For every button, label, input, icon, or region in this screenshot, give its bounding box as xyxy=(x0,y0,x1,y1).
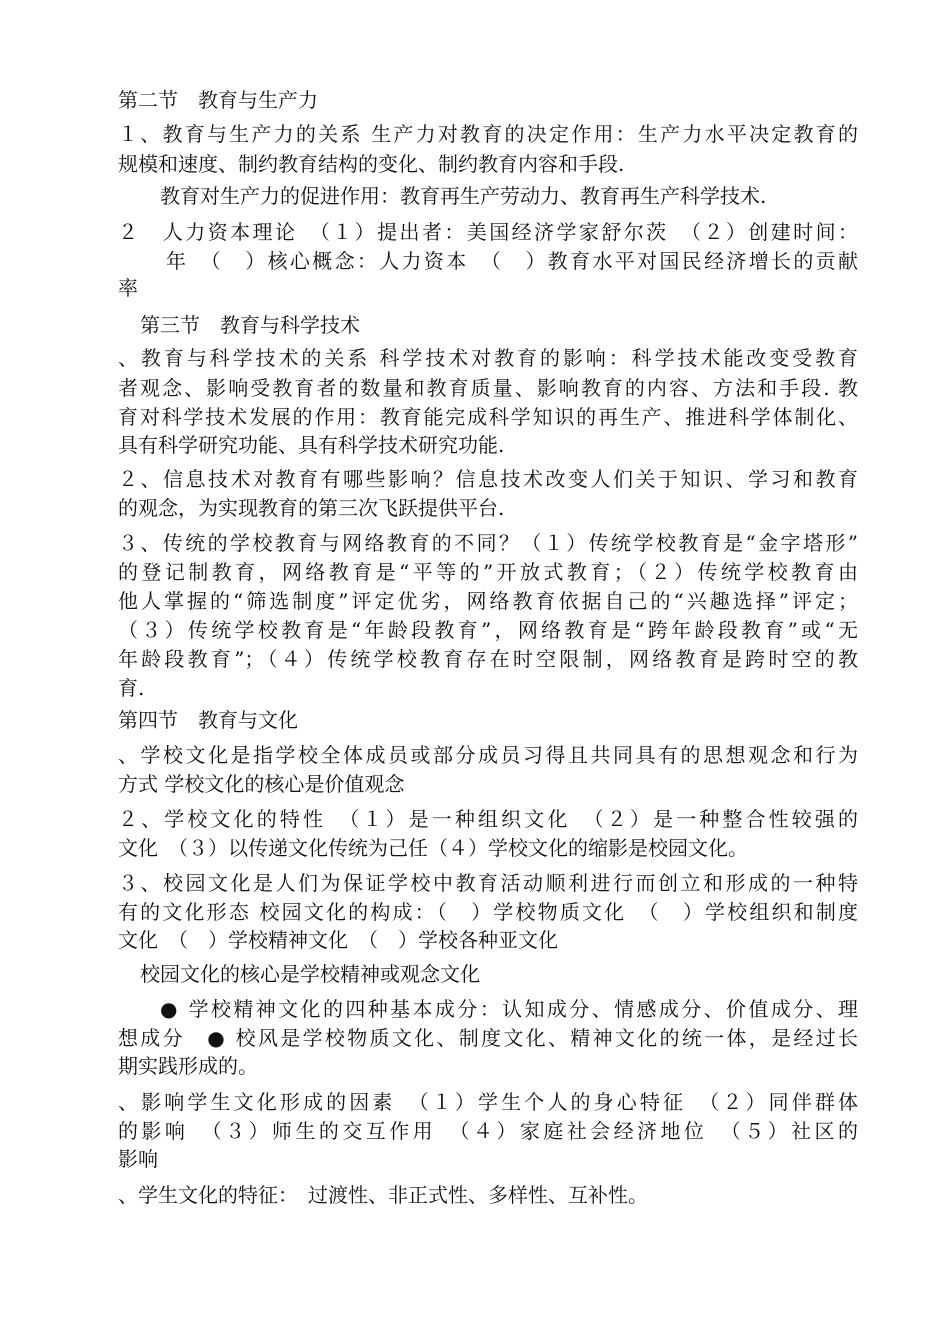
paragraph-line: 、学生文化的特征： 过渡性、非正式性、多样性、互补性。 xyxy=(118,1183,648,1207)
bullet-line: ● 学校精神文化的四种基本成分：认知成分、情感成分、价值成分、理 xyxy=(160,997,858,1021)
paragraph-line: ２、信息技术对教育有哪些影响？信息技术改变人们关于知识、学习和教育 xyxy=(118,467,858,491)
paragraph-line: 率 xyxy=(118,276,138,300)
section-heading-2: 第二节 教育与生产力 xyxy=(118,88,318,112)
paragraph-line: 的影响 （３）师生的交互作用 （４）家庭社会经济地位 （５）社区的 xyxy=(118,1119,858,1143)
paragraph-line: 方式 学校文化的核心是价值观念 xyxy=(118,772,405,796)
paragraph-line: 育. xyxy=(118,676,145,700)
paragraph-line: 影响 xyxy=(118,1147,158,1171)
paragraph-line: 年 （ ）核心概念：人力资本 （ ）教育水平对国民经济增长的贡献 xyxy=(166,249,858,273)
paragraph-line: 期实践形成的。 xyxy=(118,1054,258,1078)
paragraph-line: （３）传统学校教育是“年龄段教育”，网络教育是“跨年龄段教育”或“无 xyxy=(118,618,858,642)
paragraph-line: ２、学校文化的特性 （１）是一种组织文化 （２）是一种整合性较强的 xyxy=(118,807,858,831)
section-heading-3: 第三节 教育与科学技术 xyxy=(140,313,360,337)
paragraph-line: 教育对生产力的促进作用：教育再生产劳动力、教育再生产科学技术. xyxy=(160,184,767,208)
paragraph-line: 有的文化形态 校园文化的构成：（ ）学校物质文化 （ ）学校组织和制度 xyxy=(118,900,858,924)
paragraph-line: 具有科学研究功能、具有科学技术研究功能. xyxy=(118,433,505,457)
paragraph-line: 的观念，为实现教育的第三次飞跃提供平台. xyxy=(118,496,505,520)
paragraph-line: ３、传统的学校教育与网络教育的不同？（１）传统学校教育是“金字塔形” xyxy=(118,531,858,555)
paragraph-line: 校园文化的核心是学校精神或观念文化 xyxy=(140,962,480,986)
paragraph-line: 的登记制教育，网络教育是“平等的”开放式教育；（２）传统学校教育由 xyxy=(118,560,858,584)
paragraph-line: 者观念、影响受教育者的数量和教育质量、影响教育的内容、方法和手段. 教 xyxy=(118,376,858,400)
bullet-line: 想成分 ● 校风是学校物质文化、制度文化、精神文化的统一体，是经过长 xyxy=(118,1026,858,1050)
paragraph-line: 文化 （ ）学校精神文化 （ ）学校各种亚文化 xyxy=(118,928,558,952)
paragraph-line: 育对科学技术发展的作用：教育能完成科学知识的再生产、推进科学体制化、 xyxy=(118,405,858,429)
paragraph-line: ２ 人力资本理论 （１）提出者：美国经济学家舒尔茨 （２）创建时间： xyxy=(118,220,858,244)
paragraph-line: 、教育与科学技术的关系 科学技术对教育的影响：科学技术能改变受教育 xyxy=(118,346,858,370)
paragraph-line: ３、校园文化是人们为保证学校中教育活动顺利进行而创立和形成的一种特 xyxy=(118,871,858,895)
paragraph-line: 、影响学生文化形成的因素 （１）学生个人的身心特征 （２）同伴群体 xyxy=(118,1090,858,1114)
paragraph-line: １、教育与生产力的关系 生产力对教育的决定作用：生产力水平决定教育的 xyxy=(118,122,858,146)
paragraph-line: 文化 （３）以传递文化传统为己任（４）学校文化的缩影是校园文化。 xyxy=(118,836,748,860)
paragraph-line: 、学校文化是指学校全体成员或部分成员习得且共同具有的思想观念和行为 xyxy=(118,743,858,767)
paragraph-line: 规模和速度、制约教育结构的变化、制约教育内容和手段. xyxy=(118,152,625,176)
section-heading-4: 第四节 教育与文化 xyxy=(118,708,298,732)
paragraph-line: 年龄段教育”；（４）传统学校教育存在时空限制，网络教育是跨时空的教 xyxy=(118,647,858,671)
paragraph-line: 他人掌握的“筛选制度”评定优劣，网络教育依据自己的“兴趣选择”评定； xyxy=(118,589,858,613)
